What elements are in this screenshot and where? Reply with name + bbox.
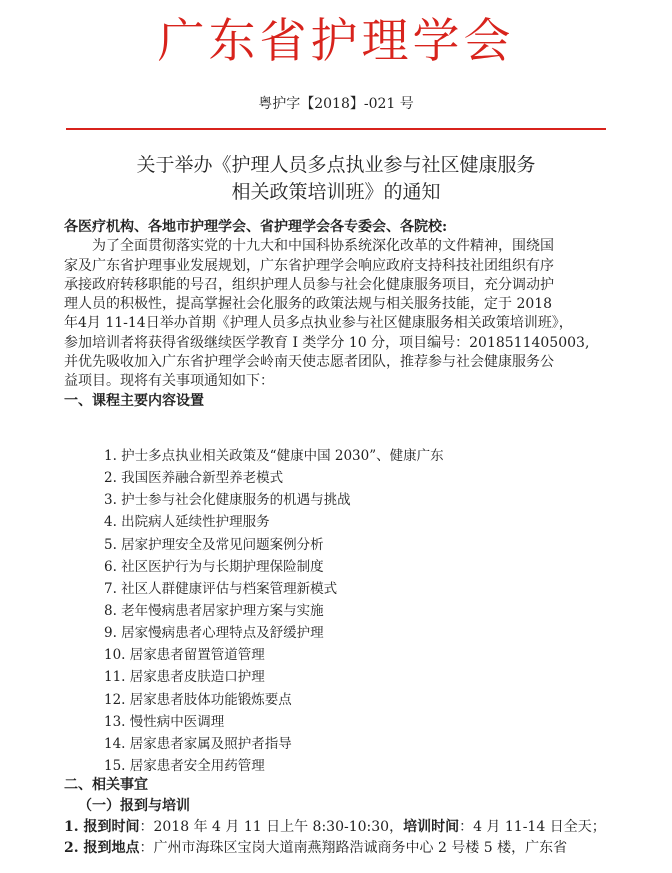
registration-time-label: 1. 报到时间 [64, 819, 140, 835]
training-time-value: ：4 月 11-14 日全天； [459, 819, 606, 835]
course-item: 5. 居家护理安全及常见问题案例分析 [104, 536, 324, 553]
course-item: 4. 出院病人延续性护理服务 [104, 514, 270, 531]
registration-time [64, 817, 606, 838]
registration-place [64, 838, 606, 859]
intro-line: 年4月 11-14日举办首期《护理人员多点执业参与社区健康服务相关政策培训班》， [64, 315, 573, 332]
section-2-heading: 二、相关事宜 [64, 777, 148, 793]
course-item: 14. 居家患者家属及照护者指导 [104, 735, 292, 752]
course-item: 15. 居家患者安全用药管理 [104, 757, 265, 774]
salutation: 各医疗机构、各地市护理学会、省护理学会各专委会、各院校: [64, 219, 448, 235]
notice-body [64, 218, 610, 411]
course-item: 8. 老年慢病患者居家护理方案与实施 [104, 602, 324, 619]
registration-time-value: ：2018 年 4 月 11 日上午 8:30-10:30， [139, 819, 404, 835]
intro-line: 家及广东省护理事业发展规划，广东省护理学会响应政府支持科技社团组织有序 [64, 257, 554, 274]
section-1-heading: 一、课程主要内容设置 [64, 392, 204, 409]
course-item: 6. 社区医护行为与长期护理保险制度 [104, 558, 324, 575]
intro-line: 并优先吸收加入广东省护理学会岭南天使志愿者团队，推荐参与社会健康服务公 [64, 354, 554, 371]
notice-title [0, 152, 672, 206]
course-item: 9. 居家慢病患者心理特点及舒缓护理 [104, 625, 324, 642]
notice-title-line-1: 关于举办《护理人员多点执业参与社区健康服务 [136, 154, 536, 176]
course-list [104, 445, 444, 777]
course-item: 3. 护士参与社会化健康服务的机遇与挑战 [104, 492, 351, 509]
intro-line: 承接政府转移职能的号召，组织护理人员参与社会化健康服务项目，充分调动护 [64, 276, 554, 293]
notice-title-line-2: 相关政策培训班》的通知 [231, 181, 441, 203]
organization-name: 广东省护理学会 [157, 14, 515, 69]
registration-place-value: ：广州市海珠区宝岗大道南燕翔路浩诚商务中心 2 号楼 5 楼，广东省 [139, 840, 568, 856]
registration-place-label: 2. 报到地点 [64, 840, 140, 856]
training-time-label: 培训时间 [403, 819, 460, 835]
header-divider [66, 128, 606, 130]
course-item: 12. 居家患者肢体功能锻炼要点 [104, 691, 292, 708]
section-2-sub-heading: （一）报到与培训 [78, 798, 190, 814]
course-item: 7. 社区人群健康评估与档案管理新模式 [104, 580, 338, 597]
course-item: 10. 居家患者留置管道管理 [104, 647, 265, 664]
course-item: 1. 护士多点执业相关政策及“健康中国 2030”、健康广东 [104, 448, 444, 464]
document-number: 粤护字【2018】-021 号 [258, 96, 414, 112]
course-item: 2. 我国医养融合新型养老模式 [104, 470, 284, 487]
section-2 [64, 775, 606, 859]
intro-line: 为了全面贯彻落实党的十九大和中国科协系统深化改革的文件精神，围绕国 [92, 238, 554, 255]
course-item: 13. 慢性病中医调理 [104, 713, 225, 730]
intro-line: 参加培训者将获得省级继续医学教育 I 类学分 10 分，项目编号：2018511405003, [64, 334, 590, 351]
course-item: 11. 居家患者皮肤造口护理 [104, 669, 265, 686]
intro-line: 理人员的积极性，提高掌握社会化服务的政策法规与相关服务技能，定于 2018 [64, 296, 553, 313]
intro-line: 益项目。现将有关事项通知如下： [64, 373, 274, 390]
